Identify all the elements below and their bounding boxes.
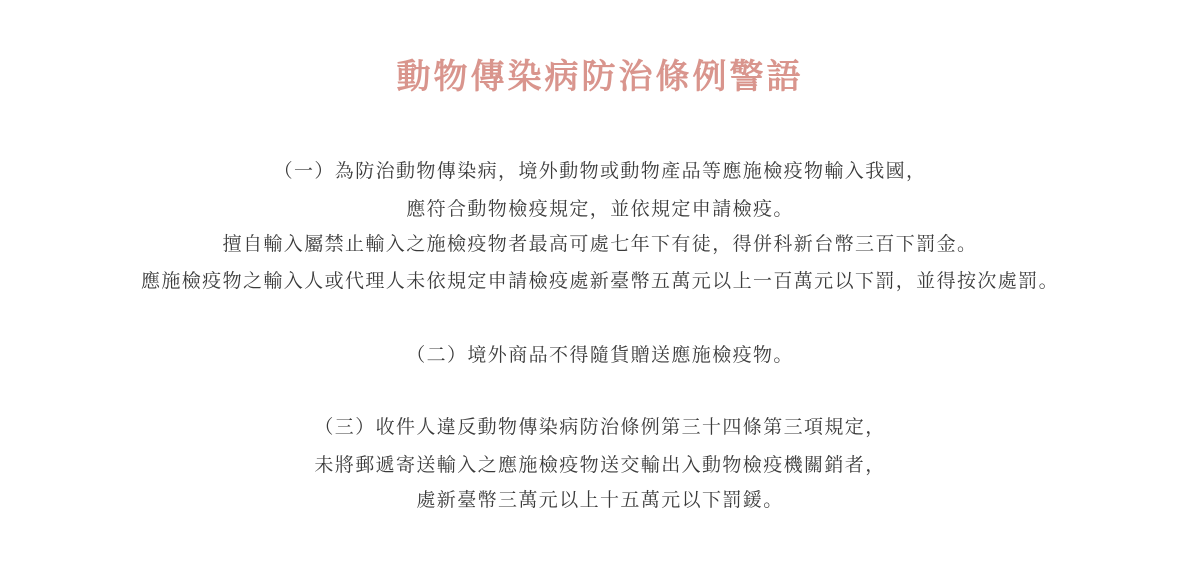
section3-line3: 處新臺幣三萬元以上十五萬元以下罰鍰。 <box>416 489 784 511</box>
section1-line2: 應符合動物檢疫規定，並依規定申請檢疫。 <box>406 198 794 220</box>
section1-line1: （一）為防治動物傳染病，境外動物或動物產品等應施檢疫物輸入我國， <box>273 160 927 182</box>
section1-line3: 擅自輸入屬禁止輸入之施檢疫物者最高可處七年下有徒，得併科新台幣三百下罰金。 <box>222 233 978 255</box>
section3-line1: （三）收件人違反動物傳染病防治條例第三十四條第三項規定， <box>314 416 886 438</box>
page-title: 動物傳染病防治條例警語 <box>396 57 804 97</box>
section1-line4: 應施檢疫物之輸入人或代理人未依規定申請檢疫處新臺幣五萬元以上一百萬元以下罰，並得按次處罰。 <box>140 270 1059 292</box>
section3-line2: 未將郵遞寄送輸入之應施檢疫物送交輸出入動物檢疫機關銷者， <box>314 454 886 476</box>
section2-line1: （二）境外商品不得隨貨贈送應施檢疫物。 <box>406 344 794 366</box>
